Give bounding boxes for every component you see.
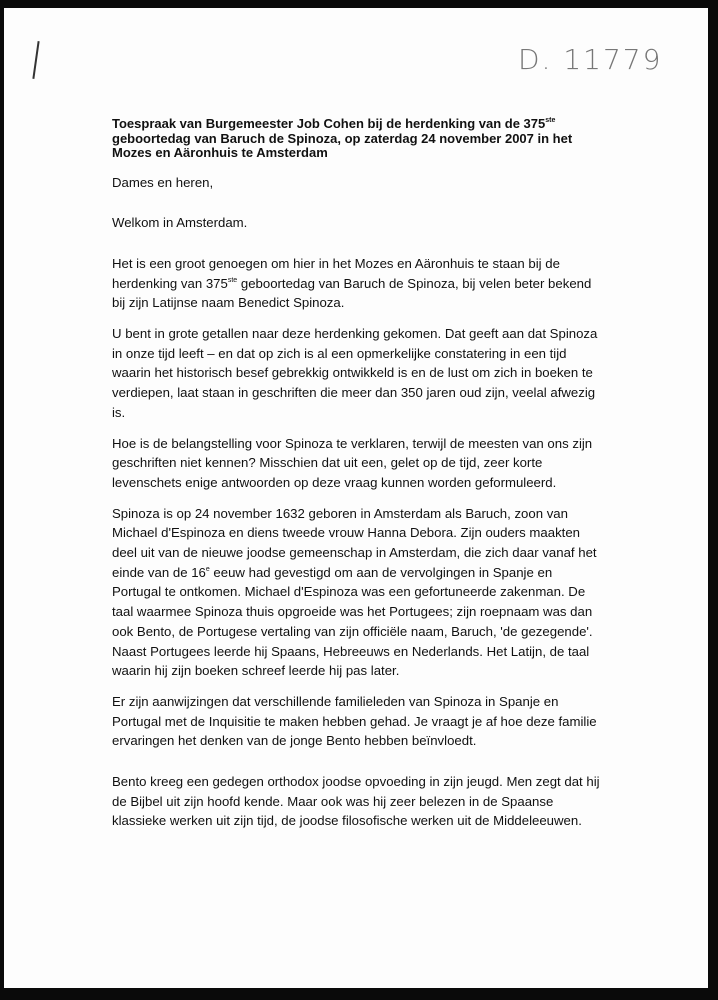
paragraph-6: Bento kreeg een gedegen orthodox joodse opvoeding in zijn jeugd. Men zegt dat hij de Bijbel uit zijn hoofd kende. Maar ook was hij zeer belezen in de Spaanse klassieke werken uit zijn tijd, de joodse filosofische werken uit de Middeleeuwen. <box>112 774 600 829</box>
paragraph-3: Hoe is de belangstelling voor Spinoza te verklaren, terwijl de meesten van ons zijn geschriften niet kennen? Misschien dat uit een, gelet op de tijd, zeer korte levenschets enige antwoorden op deze vraag kunnen worden geformuleerd. <box>112 435 593 490</box>
welcome-line: Welkom in Amsterdam. <box>112 215 248 231</box>
salutation: Dames en heren, <box>112 174 214 190</box>
speech-title: Toespraak van Burgemeester Job Cohen bij de herdenking van de 375ste geboortedag van Baruch de Spinoza, op zaterdag 24 november 2007 in het Mozes en Aäronhuis te Amsterdam <box>112 116 573 160</box>
paragraph-4: Spinoza is op 24 november 1632 geboren in Amsterdam als Baruch, zoon van Michael d'Espinoza en diens tweede vrouw Hanna Debora. Zijn ouders maakten deel uit van de nieuwe joodse gemeenschap in Amsterdam, die zich daar vanaf het einde van de 16e eeuw had gevestigd om aan de vervolgingen in Spanje en Portugal te ontkomen. Michael d'Espinoza was een gefortuneerde zakenman. De taal waarmee Spinoza thuis opgroeide was het Portugees; zijn roepnaam was dan ook Bento, de Portugese vertaling van zijn officiële naam, Baruch, 'de gezegende'. Naast Portugees leerde hij Spaans, Hebreeuws en Nederlands. Het Latijn, de taal waarin hij zijn boeken schreef leerde hij pas later. <box>112 505 597 679</box>
handwritten-mark <box>32 41 39 79</box>
paragraph-5: Er zijn aanwijzingen dat verschillende familieleden van Spinoza in Spanje en Portugal met de Inquisitie te maken hebben gehad. Je vraagt je af hoe deze familie ervaringen het denken van de jonge Bento hebben beïnvloedt. <box>112 693 597 749</box>
handwritten-archive-number: D. 11779 <box>518 43 663 76</box>
paragraph-1: Het is een groot genoegen om hier in het Mozes en Aäronhuis te staan bij de herdenking van 375ste geboortedag van Baruch de Spinoza, bij velen beter bekend bij zijn Latijnse naam Benedict Spinoza. <box>112 255 592 311</box>
speech-body <box>112 117 602 842</box>
paragraph-2: U bent in grote getallen naar deze herdenking gekomen. Dat geeft aan dat Spinoza in onze tijd leeft – en dat op zich is al een opmerkelijke constatering in een tijd waarin het historisch besef gebrekkig ontwikkeld is en de lust om zich in boeken te verdiepen, laat staan in geschriften die meer dan 350 jaren oud zijn, veelal afwezig is. <box>112 326 598 420</box>
